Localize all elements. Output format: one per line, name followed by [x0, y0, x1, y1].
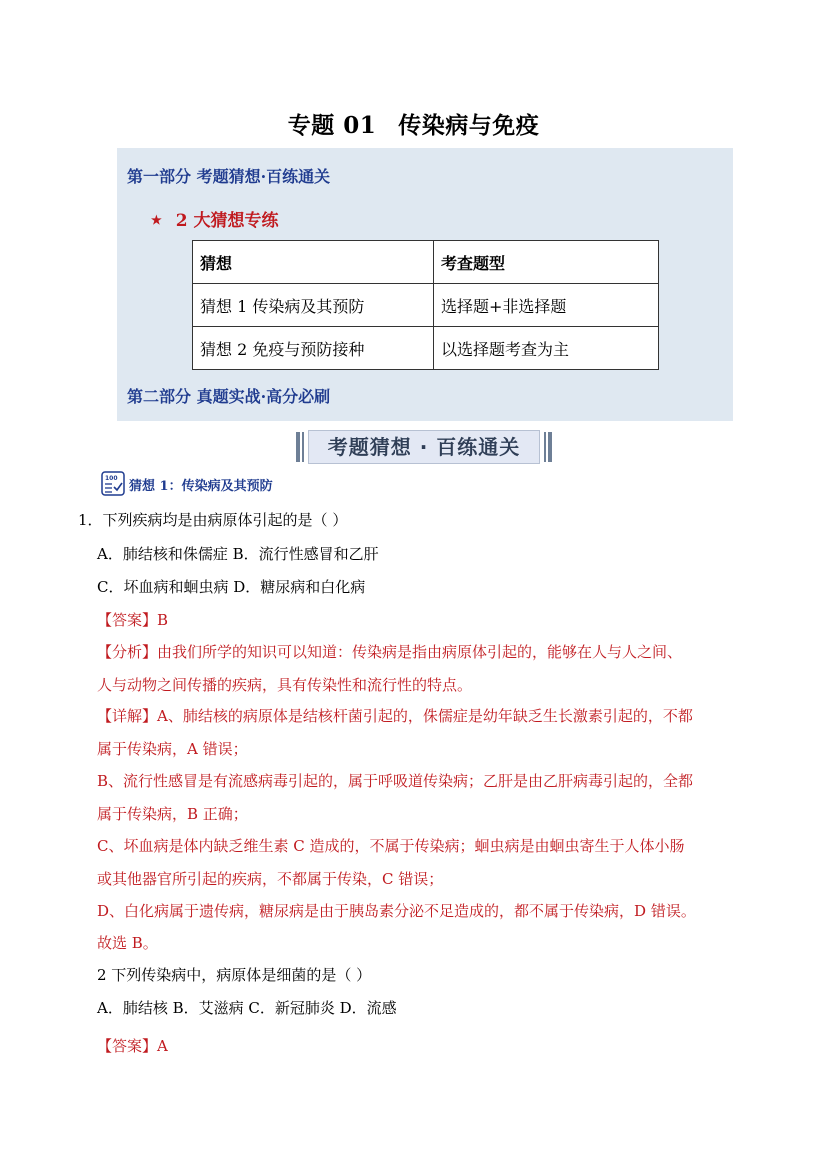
- table-row: [193, 327, 659, 370]
- svg-text:100: 100: [105, 475, 118, 482]
- q1-detail-2: 属于传染病，A 错误；: [97, 740, 248, 758]
- banner-text: 考题猜想 · 百练通关: [308, 430, 540, 464]
- q2-options: A．肺结核 B．艾滋病 C．新冠肺炎 D．流感: [97, 999, 397, 1017]
- title-prefix: 专题 01: [287, 112, 377, 139]
- q1-analysis-2: 人与动物之间传播的疾病，具有传染性和流行性的特点。: [97, 676, 473, 694]
- section-heading-text: 猜想 1：传染病及其预防: [129, 479, 273, 494]
- q1-answer: 【答案】B: [97, 611, 169, 629]
- q2-stem: 2 下列传染病中，病原体是细菌的是（ ）: [97, 966, 372, 984]
- guess-count-line: [151, 206, 279, 231]
- overview-panel: [117, 148, 733, 421]
- part2-title: 第二部分 真题实战·高分必刷: [127, 387, 331, 406]
- q1-detail-6: 或其他器官所引起的疾病，不都属于传染，C 错误；: [97, 870, 444, 888]
- q1-detail-4: 属于传染病，B 正确；: [97, 805, 248, 823]
- q1-detail-5: C、坏血病是体内缺乏维生素 C 造成的，不属于传染病；蛔虫病是由蛔虫寄生于人体小肠: [97, 837, 685, 855]
- table-cell: 以选择题考查为主: [434, 327, 659, 370]
- title-main: 传染病与免疫: [398, 112, 540, 139]
- guess-table: [192, 240, 659, 370]
- table-row: [193, 284, 659, 327]
- q1-detail-1: 【详解】A、肺结核的病原体是结核杆菌引起的，侏儒症是幼年缺乏生长激素引起的，不都: [97, 707, 693, 725]
- table-header-cell: 猜想: [193, 241, 434, 284]
- table-cell: 猜想 2 免疫与预防接种: [193, 327, 434, 370]
- section-banner: [296, 430, 552, 464]
- page-title: [0, 107, 827, 140]
- q1-analysis-1: 【分析】由我们所学的知识可以知道：传染病是指由病原体引起的，能够在人与人之间、: [97, 643, 683, 661]
- guess-count-text: 2 大猜想专练: [175, 211, 279, 231]
- q1-detail-8: 故选 B。: [97, 934, 158, 952]
- q1-stem: 1．下列疾病均是由病原体引起的是（ ）: [78, 511, 348, 529]
- part1-title: 第一部分 考题猜想·百练通关: [127, 167, 331, 186]
- q1-detail-7: D、白化病属于遗传病，糖尿病是由于胰岛素分泌不足造成的，都不属于传染病，D 错误。: [97, 902, 696, 920]
- q2-answer: 【答案】A: [97, 1037, 168, 1055]
- table-cell: 猜想 1 传染病及其预防: [193, 284, 434, 327]
- q1-options-1: A．肺结核和侏儒症 B．流行性感冒和乙肝: [97, 545, 379, 563]
- table-header-row: [193, 241, 659, 284]
- quiz-checklist-icon: [101, 471, 125, 500]
- q1-detail-3: B、流行性感冒是有流感病毒引起的，属于呼吸道传染病；乙肝是由乙肝病毒引起的，全都: [97, 772, 694, 790]
- table-cell: 选择题+非选择题: [434, 284, 659, 327]
- table-header-cell: 考查题型: [434, 241, 659, 284]
- q1-options-2: C．坏血病和蛔虫病 D．糖尿病和白化病: [97, 578, 366, 596]
- star-icon: ★: [151, 213, 162, 227]
